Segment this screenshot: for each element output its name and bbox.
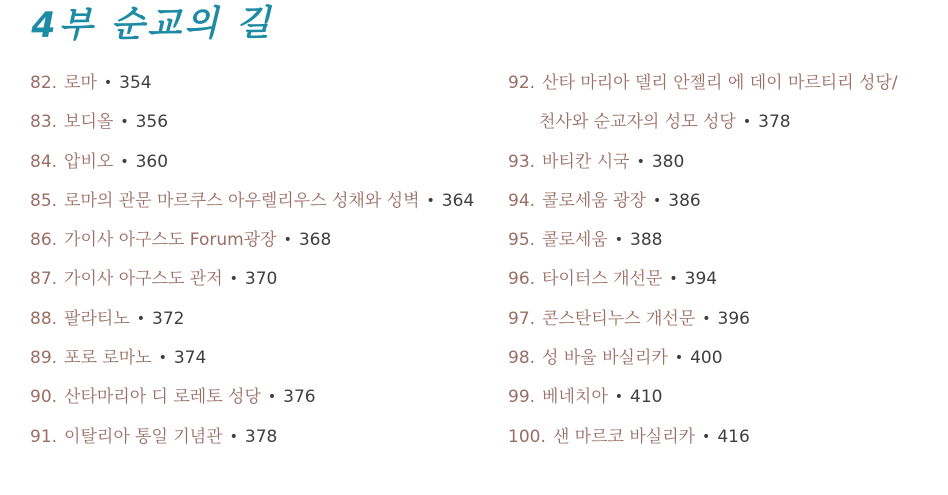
- toc-entry: [508, 190, 940, 229]
- entry-number: 96.: [508, 269, 536, 290]
- entry-title-line1: 산타 마리아 델리 안젤리 에 데이 마르티리 성당/: [542, 73, 898, 93]
- bullet-separator: •: [229, 428, 238, 445]
- entry-number: 84.: [30, 151, 58, 172]
- bullet-separator: •: [652, 192, 662, 209]
- bullet-separator: •: [103, 75, 113, 91]
- entry-title: 산타마리아 디 로레토 성당: [64, 387, 261, 408]
- entry-title: 콘스탄티누스 개선문: [542, 308, 696, 329]
- toc-entry: [508, 426, 940, 465]
- entry-page: 388: [630, 230, 663, 251]
- bullet-separator: •: [229, 271, 238, 288]
- toc-entry: [30, 72, 490, 111]
- entry-page: 354: [119, 73, 152, 93]
- entry-title: 보디올: [64, 112, 114, 133]
- bullet-separator: •: [669, 271, 678, 288]
- entry-number: 93.: [508, 151, 536, 172]
- bullet-separator: •: [614, 232, 624, 249]
- toc-entry: [30, 268, 490, 307]
- entry-number: 97.: [508, 308, 536, 329]
- entry-page: 410: [630, 387, 663, 408]
- entry-number: 89.: [30, 348, 58, 369]
- entry-title: 샌 마르코 바실리카: [552, 426, 696, 447]
- section-title: 4부 순교의 길: [31, 3, 274, 46]
- bullet-separator: •: [158, 350, 167, 367]
- entry-page: 400: [690, 348, 723, 369]
- entry-title: 팔라티노: [64, 308, 130, 329]
- entry-page: 370: [244, 269, 278, 290]
- bullet-separator: •: [702, 428, 711, 445]
- toc-entry: [30, 347, 490, 386]
- entry-number: 86.: [30, 230, 58, 251]
- entry-title: 포로 로마노: [64, 348, 152, 369]
- entry-number: 94.: [508, 190, 536, 211]
- entry-title: 베네치아: [542, 387, 608, 408]
- toc-entry-continuation: [508, 111, 940, 150]
- entry-number: 83.: [30, 112, 58, 133]
- entry-number: 87.: [30, 269, 58, 290]
- entry-page: 394: [684, 269, 718, 290]
- entry-page: 368: [298, 230, 332, 251]
- entry-title: 성 바울 바실리카: [542, 348, 668, 369]
- entry-title: 콜로세움: [542, 230, 608, 251]
- entry-number: 95.: [508, 230, 536, 251]
- toc-entry: [508, 151, 940, 190]
- toc-entry: [508, 386, 940, 425]
- bullet-separator: •: [426, 192, 435, 209]
- bullet-separator: •: [120, 114, 129, 131]
- toc-entry: [508, 268, 940, 307]
- entry-page: 376: [283, 387, 316, 408]
- entry-title: 콜로세움 광장: [542, 190, 646, 211]
- bullet-separator: •: [136, 310, 146, 327]
- bullet-separator: •: [283, 232, 292, 249]
- entry-title: 로마: [64, 73, 97, 93]
- toc-entry: [30, 111, 490, 150]
- toc-entry: [30, 308, 490, 347]
- entry-page: 374: [173, 348, 207, 369]
- toc-entry: [508, 308, 940, 347]
- toc-left-column: [30, 72, 490, 465]
- bullet-separator: •: [636, 153, 645, 170]
- entry-title: 가이사 아구스도 Forum광장: [64, 230, 277, 251]
- entry-page: 416: [717, 426, 750, 447]
- entry-number: 99.: [508, 387, 536, 408]
- toc-entry: [508, 72, 940, 111]
- entry-title: 이탈리아 통일 기념관: [64, 426, 223, 447]
- entry-page: 396: [717, 308, 750, 329]
- entry-number: 88.: [30, 308, 58, 329]
- bullet-separator: •: [742, 114, 752, 131]
- bullet-separator: •: [674, 350, 684, 367]
- bullet-separator: •: [120, 153, 129, 170]
- entry-title: 압비오: [64, 151, 114, 172]
- entry-page: 380: [651, 151, 685, 172]
- entry-title: 바티칸 시국: [542, 151, 630, 172]
- entry-title: 타이터스 개선문: [542, 269, 663, 290]
- entry-page: 356: [135, 112, 169, 133]
- entry-page: 378: [244, 426, 278, 447]
- bullet-separator: •: [267, 389, 277, 406]
- entry-number: 90.: [30, 387, 58, 408]
- entry-page: 360: [135, 151, 169, 172]
- entry-number: 100.: [508, 426, 546, 447]
- toc-entry: [30, 426, 490, 465]
- entry-number: 82.: [30, 73, 58, 93]
- toc-entry: [508, 347, 940, 386]
- entry-number: 98.: [508, 348, 536, 369]
- entry-page: 378: [758, 112, 791, 133]
- toc-entry: [30, 386, 490, 425]
- toc-entry: [30, 151, 490, 190]
- toc-entry: [30, 229, 490, 268]
- toc-entry: [30, 190, 490, 229]
- entry-number: 91.: [30, 426, 58, 447]
- toc-entry: [508, 229, 940, 268]
- entry-page: 364: [441, 190, 475, 211]
- toc-right-column: [508, 72, 940, 465]
- entry-title-line2: 천사와 순교자의 성모 성당: [539, 112, 736, 133]
- entry-title: 가이사 아구스도 관저: [64, 269, 223, 290]
- bullet-separator: •: [614, 389, 624, 406]
- entry-number: 92.: [508, 73, 536, 93]
- bullet-separator: •: [702, 310, 711, 327]
- entry-page: 386: [668, 190, 701, 211]
- entry-title: 로마의 관문 마르쿠스 아우렐리우스 성채와 성벽: [64, 190, 420, 211]
- entry-page: 372: [152, 308, 185, 329]
- entry-number: 85.: [30, 190, 58, 211]
